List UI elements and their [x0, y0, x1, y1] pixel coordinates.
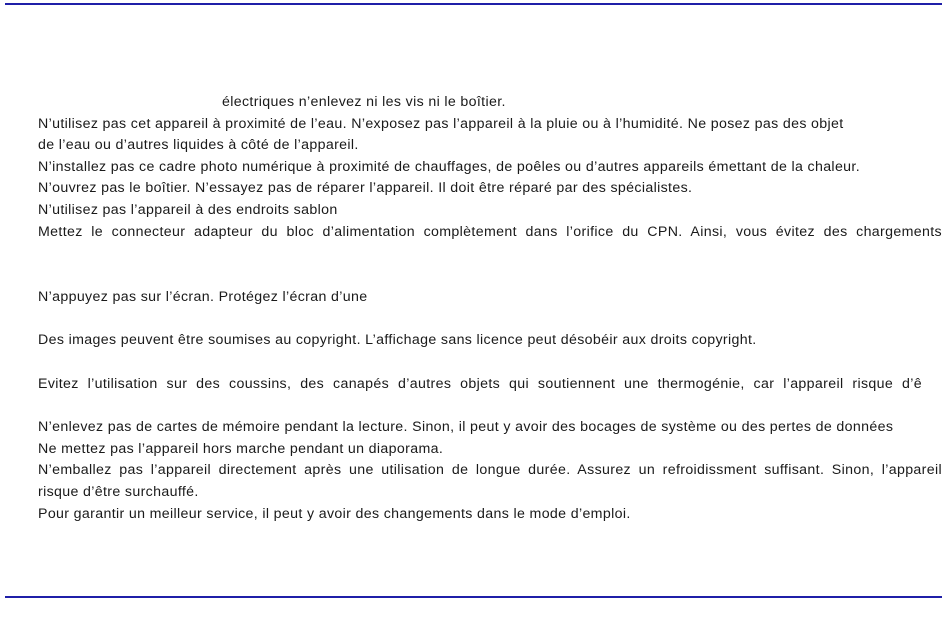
text-line: Evitez l’utilisation sur des coussins, des canapés d’autres objets qui soutiennent une thermogénie, car l’appareil risque d’ê [38, 376, 922, 392]
text-line: de l’eau ou d’autres liquides à côté de l’appareil. [38, 137, 359, 153]
text-line: risque d’être surchauffé. [38, 484, 199, 500]
text-line: N’ouvrez pas le boîtier. N’essayez pas de réparer l’appareil. Il doit être réparé par des spécialistes. [38, 180, 693, 196]
text-line: N’appuyez pas sur l’écran. Protégez l’écran d’une [38, 289, 368, 305]
text-line: N’enlevez pas de cartes de mémoire pendant la lecture. Sinon, il peut y avoir des bocages de système ou des pertes de données [38, 419, 894, 435]
text-line: électriques n’enlevez ni les vis ni le boîtier. [222, 94, 506, 110]
text-line: N’utilisez pas cet appareil à proximité de l’eau. N’exposez pas l’appareil à la pluie ou à l’humidité. Ne posez pas des objet [38, 116, 844, 132]
bottom-divider [5, 596, 942, 598]
text-line: Des images peuvent être soumises au copyright. L’affichage sans licence peut désobéir aux droits copyright. [38, 332, 757, 348]
text-line: N’emballez pas l’appareil directement après une utilisation de longue durée. Assurez un refroidissment suffisant. Sinon, l’appareil [38, 462, 942, 478]
text-line: N’utilisez pas l’appareil à des endroits sablon [38, 202, 338, 218]
text-line: Ne mettez pas l’appareil hors marche pendant un diaporama. [38, 441, 444, 457]
top-divider [5, 3, 942, 5]
text-line: Pour garantir un meilleur service, il peut y avoir des changements dans le mode d’emploi. [38, 506, 631, 522]
text-line: N’installez pas ce cadre photo numérique à proximité de chauffages, de poêles ou d’autres appareils émettant de la chaleur. [38, 159, 861, 175]
text-line: Mettez le connecteur adapteur du bloc d’alimentation complètement dans l’orifice du CPN. Ainsi, vous évitez des chargements [38, 224, 942, 240]
